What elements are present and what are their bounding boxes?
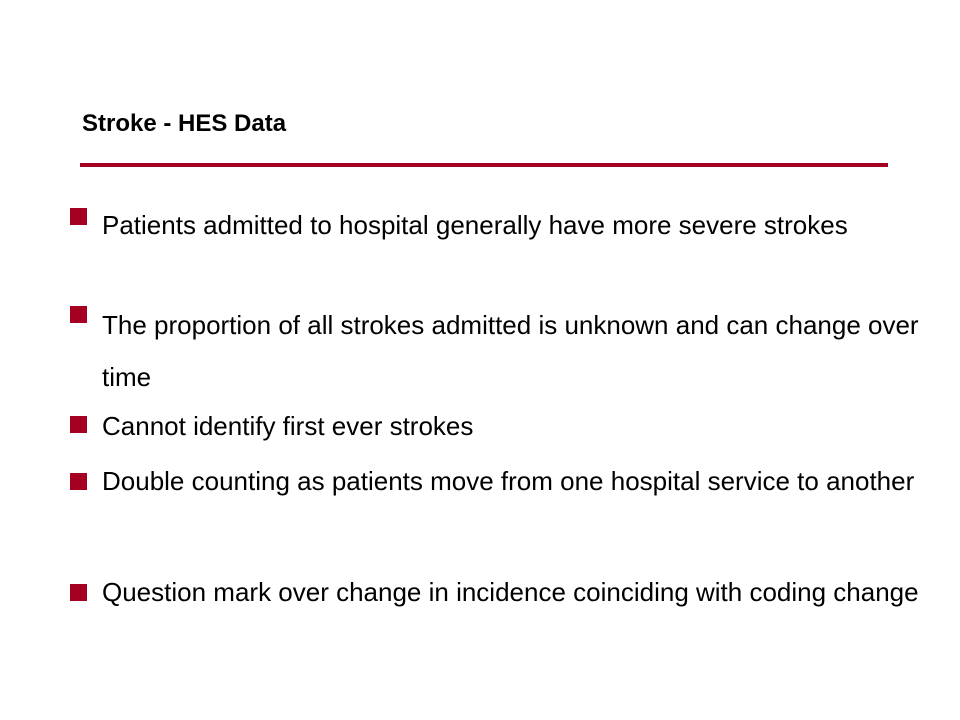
square-bullet-icon xyxy=(70,306,87,323)
square-bullet-icon xyxy=(70,208,87,225)
bullet-text: The proportion of all strokes admitted is unknown and can change over time xyxy=(102,310,919,392)
bullet-text: Patients admitted to hospital generally have more severe strokes xyxy=(102,210,848,240)
bullet-text: Cannot identify first ever strokes xyxy=(102,411,474,441)
bullet-text: Question mark over change in incidence coinciding with coding change xyxy=(102,577,919,607)
square-bullet-icon xyxy=(70,584,87,601)
slide-title: Stroke - HES Data xyxy=(82,110,287,137)
bullet-text: Double counting as patients move from one hospital service to another xyxy=(102,466,915,496)
square-bullet-icon xyxy=(70,473,87,490)
title-underline xyxy=(80,163,888,167)
square-bullet-icon xyxy=(70,416,87,433)
